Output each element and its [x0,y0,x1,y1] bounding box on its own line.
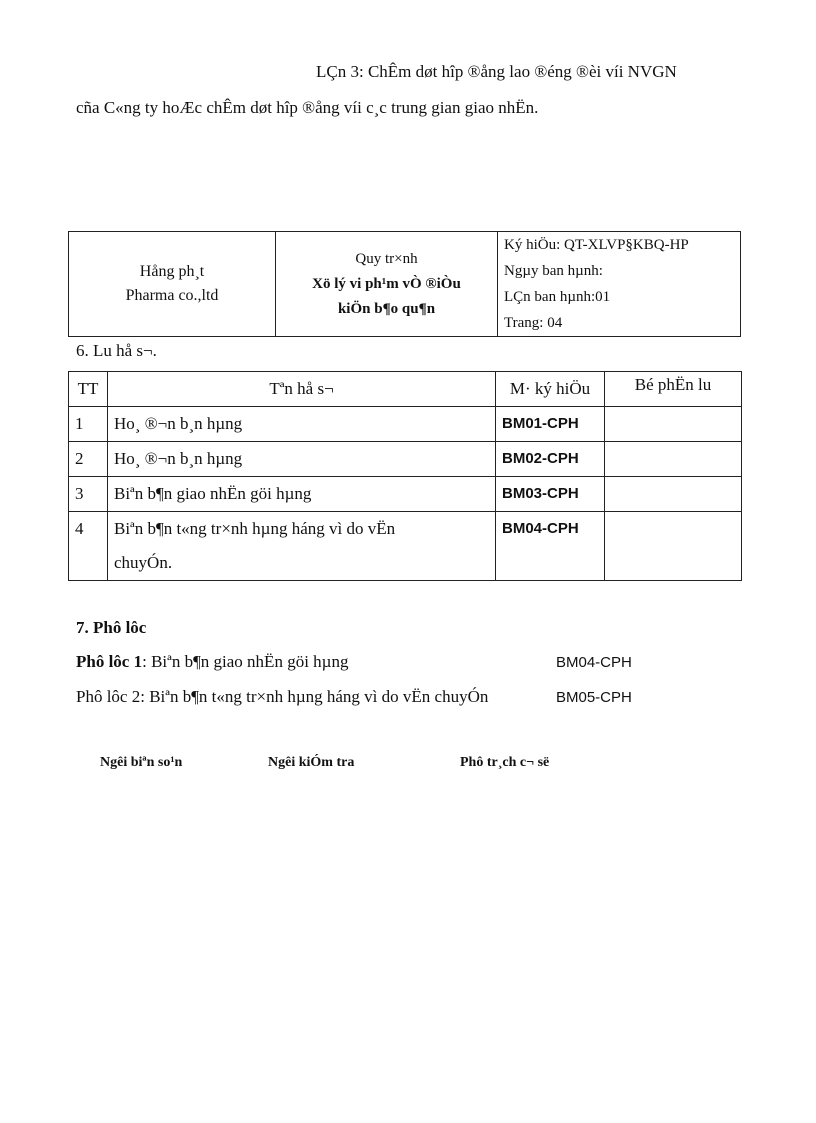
row-name-line-2: chuyÓn. [114,553,173,572]
procedure-title-line-2: Xö lý vi ph¹m vÒ ®iÒu [312,275,461,292]
row-name-line-1: Biªn b¶n t«ng tr×nh hµng háng vì do vËn [114,519,396,538]
row-name: Biªn b¶n giao nhËn göi hµng [108,477,496,512]
table-row [69,512,742,581]
appendix-1-code: BM04-CPH [556,654,632,671]
intro-line-1: LÇn 3: ChÊm døt hîp ®ång lao ®éng ®èi víi NVGN [316,62,677,81]
row-code: BM03-CPH [496,477,605,512]
row-tt: 3 [69,477,108,512]
row-dept [605,512,742,581]
procedure-title-line-3: kiÖn b¶o qu¶n [337,300,436,317]
row-code: BM02-CPH [496,442,605,477]
row-dept [605,442,742,477]
section-6-title: 6. Lu hå s¬. [76,341,157,360]
procedure-title-line-1: Quy tr×nh [355,250,418,267]
appendix-1-label: Phô lôc 1 [76,652,143,671]
row-tt: 4 [69,512,108,581]
appendix-1-text: : Biªn b¶n giao nhËn göi hµng [142,652,349,671]
appendix-2-text: Phô lôc 2: Biªn b¶n t«ng tr×nh hµng háng vì do vËn chuyÓn [76,687,489,706]
company-cell [69,232,276,337]
column-header-code: M· ký hiÖu [496,372,605,407]
signature-manager-label: Phô tr¸ch c¬ së [460,755,550,770]
row-dept [605,407,742,442]
table-row [69,442,742,477]
row-name: Ho¸ ®¬n b¸n hµng [108,442,496,477]
row-name: Ho¸ ®¬n b¸n hµng [108,407,496,442]
records-table [68,371,742,581]
column-header-tt: TT [69,372,108,407]
section-7-title: 7. Phô lôc [76,618,147,637]
company-subname: Pharma co.,ltd [125,287,219,304]
company-name: Hång ph¸t [139,263,205,280]
issue-number: LÇn ban hµnh:01 [504,289,611,305]
row-code: BM04-CPH [496,512,605,581]
issue-date: Ngµy ban hµnh: [504,263,603,279]
row-tt: 2 [69,442,108,477]
row-code: BM01-CPH [496,407,605,442]
table-row [69,407,742,442]
document-header-table [68,231,741,337]
document-symbol: Ký hiÖu: QT-XLVP§KBQ-HP [504,237,689,253]
intro-line-2: cña C«ng ty hoÆc chÊm døt hîp ®ång víi c¸c trung gian giao nhËn. [76,98,539,117]
column-header-name: Tªn hå s¬ [108,372,496,407]
table-header-row [69,372,742,407]
row-name [108,512,496,581]
appendix-2-code: BM05-CPH [556,689,632,706]
document-info-cell [498,232,741,337]
signature-checker-label: Ngêi kiÓm tra [268,755,355,770]
appendix-1 [76,652,348,672]
table-row [69,477,742,512]
column-header-dept: Bé phËn lu [605,372,742,407]
row-dept [605,477,742,512]
page-number: Trang: 04 [504,315,563,331]
procedure-title-cell [276,232,498,337]
row-tt: 1 [69,407,108,442]
signature-author-label: Ngêi biªn so¹n [100,755,183,770]
